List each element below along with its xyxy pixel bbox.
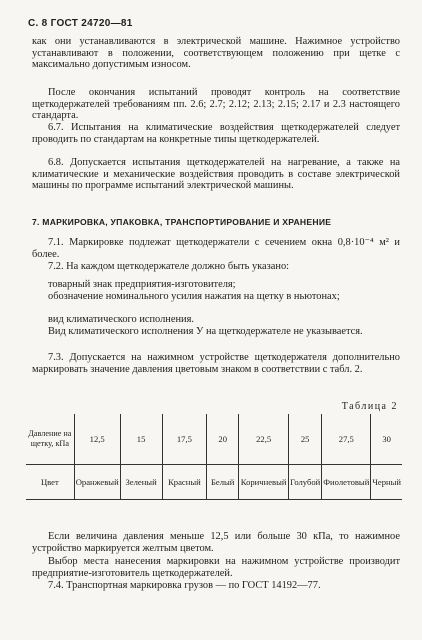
row-header-color: Цвет <box>26 465 74 500</box>
table-row-pressure <box>26 414 402 465</box>
table-row-color <box>26 465 402 500</box>
paragraph-6-7: 6.7. Испытания на климатические воздействия щеткодержателей следует проводить по стандартам на конкретные типы щеткодержателей. <box>32 122 400 145</box>
table-cell: Оранжевый <box>74 465 120 500</box>
table-cell: Белый <box>207 465 239 500</box>
table-caption: Таблица 2 <box>341 401 398 412</box>
table-cell: 25 <box>289 414 322 465</box>
paragraph-yellow: Если величина давления меньше 12,5 или больше 30 кПа, то нажимное устройство маркируется желтым цветом. <box>32 531 400 554</box>
paragraph-7-2: 7.2. На каждом щеткодержателе должно быть указано: <box>48 261 290 272</box>
paragraph-continuation: как они устанавливаются в электрической машине. Нажимное устройство устанавливают в положении, соответствующем положению при щетке с максимально допустимым износом. <box>32 36 400 71</box>
section-heading: 7. МАРКИРОВКА, УПАКОВКА, ТРАНСПОРТИРОВАНИЕ И ХРАНЕНИЕ <box>32 217 332 227</box>
table-cell: Черный <box>371 465 402 500</box>
table-cell: Голубой <box>289 465 322 500</box>
paragraph-6-8: 6.8. Допускается испытания щеткодержателей на нагревание, а также на климатические и механические воздействия проводить в составе электрической машины по программе испытаний электрической машины. <box>32 157 400 192</box>
paragraph-7-4: 7.4. Транспортная маркировка грузов — по ГОСТ 14192—77. <box>48 580 321 591</box>
table-cell: 12,5 <box>74 414 120 465</box>
item-force-designation: обозначение номинального усилия нажатия на щетку в ньютонах; <box>48 291 340 302</box>
table-cell: 30 <box>371 414 402 465</box>
row-header-pressure: Давление на щетку, кПа <box>26 414 74 465</box>
table-cell: Красный <box>162 465 207 500</box>
table-cell: 22,5 <box>239 414 289 465</box>
paragraph-placement: Выбор места нанесения маркировки на нажимном устройстве производит предприятие-изготовитель щеткодержателей. <box>32 556 400 579</box>
table-cell: 20 <box>207 414 239 465</box>
table-cell: 15 <box>120 414 162 465</box>
color-table <box>26 414 402 500</box>
paragraph-7-1: 7.1. Маркировке подлежат щеткодержатели с сечением окна 0,8·10⁻⁴ м² и более. <box>32 237 400 260</box>
table-cell: 17,5 <box>162 414 207 465</box>
table-cell: Фиолетовый <box>322 465 371 500</box>
table-cell: 27,5 <box>322 414 371 465</box>
page-header: С. 8 ГОСТ 24720—81 <box>28 18 133 29</box>
paragraph-control: После окончания испытаний проводят контроль на соответствие щеткодержателей требованиям пп. 2.6; 2.7; 2.12; 2.13; 2.15; 2.17 и 2.3 настоящего стандарта. <box>32 87 400 122</box>
table-cell: Коричневый <box>239 465 289 500</box>
item-climatic-u: Вид климатического исполнения У на щеткодержателе не указывается. <box>48 326 363 337</box>
item-climatic: вид климатического исполнения. <box>48 314 194 325</box>
table-cell: Зеленый <box>120 465 162 500</box>
item-trademark: товарный знак предприятия-изготовителя; <box>48 279 236 290</box>
paragraph-7-3: 7.3. Допускается на нажимном устройстве щеткодержателя дополнительно маркировать значение давления цветовым знаком в соответствии с табл. 2. <box>32 352 400 375</box>
